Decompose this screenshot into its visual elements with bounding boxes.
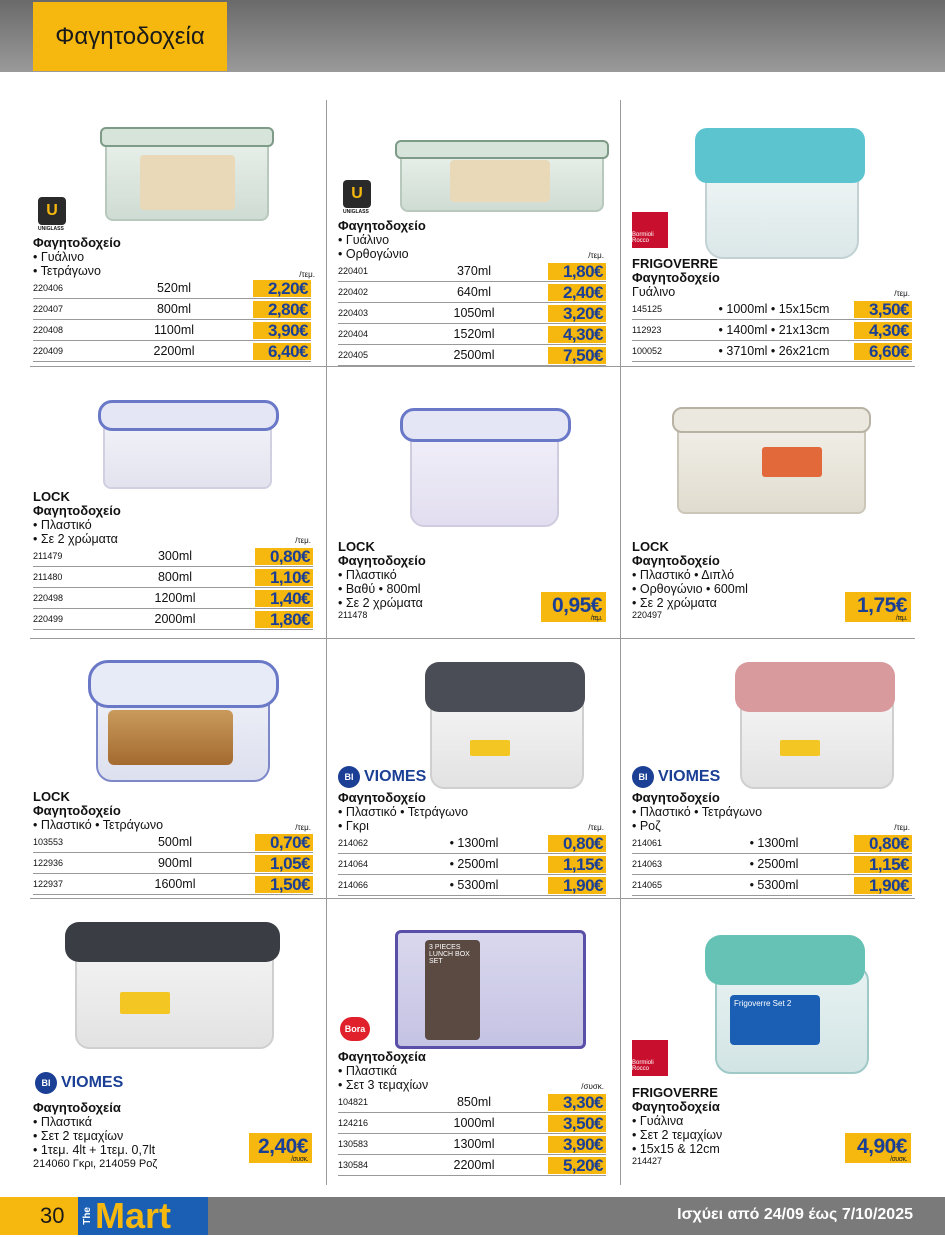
price-tag: 0,70€: [255, 834, 313, 851]
unit-label: /τεμ.: [295, 823, 311, 832]
price-tag: 0,95€ /τεμ.: [541, 592, 606, 622]
row-divider: [30, 366, 915, 367]
table-row: 214064 • 2500ml 1,15€: [338, 854, 606, 875]
product-name: Φαγητοδοχείο: [632, 553, 720, 568]
product-brand: LOCK: [33, 789, 70, 804]
product-feature: • Τετράγωνο: [33, 264, 101, 278]
table-row: 112923 • 1400ml • 21x13cm 4,30€: [632, 320, 912, 341]
product-feature: • Πλαστικά: [338, 1064, 397, 1078]
price-tag: 2,20€: [253, 280, 311, 297]
product-feature: • 15x15 & 12cm: [632, 1142, 720, 1156]
product-feature: • Γυάλινα: [632, 1114, 684, 1128]
price-tag: 0,80€: [854, 835, 912, 852]
table-row: 220498 1200ml 1,40€: [33, 588, 313, 609]
product-name: Φαγητοδοχείο: [338, 218, 426, 233]
table-row: 122937 1600ml 1,50€: [33, 874, 313, 895]
table-row: 104821 850ml 3,30€: [338, 1092, 606, 1113]
column-divider: [620, 100, 621, 1185]
price-tag: 1,90€: [854, 877, 912, 894]
product-image-glass-rect: [395, 138, 605, 208]
product-card: [33, 1101, 248, 1171]
product-card: [338, 1050, 606, 1176]
uniglass-logo-icon: U: [343, 180, 371, 208]
product-name: Φαγητοδοχείο: [338, 553, 426, 568]
price-tag: 2,80€: [253, 301, 311, 318]
product-card: [338, 219, 606, 366]
product-code: 211478: [338, 610, 368, 620]
price-tag: 4,30€: [548, 326, 606, 343]
price-tag: 2,40€: [548, 284, 606, 301]
unit-label: /συσκ.: [581, 1082, 604, 1091]
table-row: 220406 520ml 2,20€: [33, 278, 311, 299]
viomes-logo-icon: ΒΙ: [338, 766, 360, 788]
product-name: Φαγητοδοχεία: [33, 1100, 121, 1115]
product-image-lock-square-sandwich: [88, 660, 273, 780]
product-name: Φαγητοδοχείο: [33, 503, 121, 518]
unit-label: /τεμ.: [295, 536, 311, 545]
bormioli-logo: [632, 1040, 668, 1076]
table-row: 211480 800ml 1,10€: [33, 567, 313, 588]
table-row: 214063 • 2500ml 1,15€: [632, 854, 912, 875]
product-name: Φαγητοδοχείο: [33, 803, 121, 818]
product-name: Φαγητοδοχείο: [632, 270, 720, 285]
price-tag: 3,30€: [548, 1094, 606, 1111]
uniglass-logo-icon: U: [38, 197, 66, 225]
product-feature: • Γυάλινο: [33, 250, 85, 264]
product-feature: • Βαθύ • 800ml: [338, 582, 421, 596]
table-row: 220401 370ml 1,80€: [338, 261, 606, 282]
product-code: 214060 Γκρι, 214059 Ροζ: [33, 1158, 158, 1170]
table-row: 220405 2500ml 7,50€: [338, 345, 606, 366]
the-mart-logo: [78, 1197, 208, 1235]
product-image-viomes-set: [65, 922, 280, 1047]
price-table: [338, 261, 606, 366]
table-row: 220404 1520ml 4,30€: [338, 324, 606, 345]
bormioli-logo-icon: Bormioli Rocco: [632, 212, 668, 248]
price-tag: 1,90€: [548, 877, 606, 894]
unit-label: /συσκ.: [890, 1156, 907, 1163]
price-tag: 1,15€: [548, 856, 606, 873]
product-name: Φαγητοδοχεία: [632, 1099, 720, 1114]
product-feature: • Ορθογώνιο: [338, 247, 409, 261]
price-tag: 0,80€: [548, 835, 606, 852]
product-feature: • Σετ 2 τεμαχίων: [632, 1128, 723, 1142]
price-tag: 4,30€: [854, 322, 912, 339]
product-name: Φαγητοδοχείο: [632, 790, 720, 805]
product-image-viomes-grey-lid: [425, 662, 585, 787]
table-row: 103553 500ml 0,70€: [33, 832, 313, 853]
product-card: [33, 236, 317, 362]
price-tag: 3,90€: [253, 322, 311, 339]
logo-the-text: The: [82, 1207, 93, 1225]
product-feature: • Πλαστικό: [338, 568, 397, 582]
price-tag: 6,60€: [854, 343, 912, 360]
price-tag: 3,50€: [548, 1115, 606, 1132]
product-image-bora-set: [395, 930, 580, 1045]
viomes-logo: ΒΙ VIOMES: [35, 1072, 123, 1094]
table-row: 220408 1100ml 3,90€: [33, 320, 311, 341]
product-image-lock-container: [98, 395, 273, 485]
table-row: 130583 1300ml 3,90€: [338, 1134, 606, 1155]
unit-label: /τεμ.: [894, 823, 910, 832]
table-row: 211479 300ml 0,80€: [33, 546, 313, 567]
product-name: Φαγητοδοχείο: [33, 235, 121, 250]
table-row: 214062 • 1300ml 0,80€: [338, 833, 606, 854]
product-card: [33, 790, 313, 895]
uniglass-logo: U UNIGLASS: [343, 180, 371, 215]
product-name: Φαγητοδοχείο: [338, 790, 426, 805]
logo-mart-text: Mart: [95, 1195, 172, 1236]
price-tag: 1,80€: [255, 611, 313, 628]
product-feature: • Σε 2 χρώματα: [632, 596, 717, 610]
product-feature: • Ροζ: [632, 819, 661, 833]
product-card: [338, 540, 538, 620]
column-divider: [326, 100, 327, 1185]
price-tag: 1,10€: [255, 569, 313, 586]
viomes-logo: ΒΙ VIOMES: [338, 766, 426, 788]
price-tag: 2,40€ /συσκ.: [249, 1133, 312, 1163]
product-code: 214427: [632, 1156, 663, 1166]
price-table: [33, 278, 311, 362]
price-table: [33, 832, 313, 895]
price-tag: 7,50€: [548, 347, 606, 364]
price-tag: 1,50€: [255, 876, 313, 893]
row-divider: [30, 898, 915, 899]
product-brand: LOCK: [338, 539, 375, 554]
page-number: 30: [0, 1197, 78, 1235]
product-image-frigoverre-set: [700, 925, 875, 1075]
product-feature: • Γυάλινο: [338, 233, 390, 247]
unit-label: /τεμ.: [894, 289, 910, 298]
viomes-logo-icon: ΒΙ: [632, 766, 654, 788]
product-card: [632, 1086, 832, 1166]
product-image-glass-turquoise-lid: [695, 128, 865, 258]
table-row: 100052 • 3710ml • 26x21cm 6,60€: [632, 341, 912, 362]
bormioli-logo: [632, 212, 668, 248]
product-feature: • Σε 2 χρώματα: [33, 532, 118, 546]
price-table: [338, 1092, 606, 1176]
unit-label: /τεμ.: [588, 251, 604, 260]
product-feature: • Πλαστικό • Τετράγωνο: [632, 805, 763, 819]
product-card: [632, 540, 832, 620]
table-row: 130584 2200ml 5,20€: [338, 1155, 606, 1176]
product-name: Φαγητοδοχεία: [338, 1049, 426, 1064]
table-row: 145125 • 1000ml • 15x15cm 3,50€: [632, 299, 912, 320]
table-row: 220407 800ml 2,80€: [33, 299, 311, 320]
price-table: [632, 833, 912, 896]
product-feature: • Σετ 2 τεμαχίων: [33, 1129, 124, 1143]
product-feature: • Πλαστικά: [33, 1115, 92, 1129]
price-tag: 1,75€ /τεμ.: [845, 592, 911, 622]
product-brand: FRIGOVERRE: [632, 256, 718, 271]
product-feature: • Γκρι: [338, 819, 369, 833]
product-card: [33, 490, 313, 630]
product-card: [632, 791, 912, 896]
table-row: 214065 • 5300ml 1,90€: [632, 875, 912, 896]
viomes-logo: ΒΙ VIOMES: [632, 766, 720, 788]
product-feature: • Πλαστικό: [33, 518, 92, 532]
offer-validity: Ισχύει από 24/09 έως 7/10/2025: [677, 1206, 913, 1223]
unit-label: /συσκ.: [291, 1156, 308, 1163]
price-table: [338, 833, 606, 896]
product-image-glass-square: [100, 125, 270, 220]
unit-label: /τεμ.: [590, 615, 602, 622]
table-row: 214066 • 5300ml 1,90€: [338, 875, 606, 896]
viomes-logo-icon: ΒΙ: [35, 1072, 57, 1094]
price-tag: 1,40€: [255, 590, 313, 607]
bora-logo-icon: Bora: [340, 1017, 370, 1041]
product-brand: LOCK: [33, 489, 70, 504]
table-row: 220499 2000ml 1,80€: [33, 609, 313, 630]
price-tag: 3,50€: [854, 301, 912, 318]
product-code: 220497: [632, 610, 663, 620]
product-feature: • 1τεμ. 4lt + 1τεμ. 0,7lt: [33, 1143, 156, 1157]
package-label: Frigoverre Set 2: [730, 995, 820, 1045]
table-row: 220402 640ml 2,40€: [338, 282, 606, 303]
table-row: 214061 • 1300ml 0,80€: [632, 833, 912, 854]
table-row: 220409 2200ml 6,40€: [33, 341, 311, 362]
price-tag: 4,90€ /συσκ.: [845, 1133, 911, 1163]
product-feature: • Πλαστικό • Τετράγωνο: [338, 805, 469, 819]
unit-label: /τεμ.: [299, 270, 315, 279]
price-tag: 1,15€: [854, 856, 912, 873]
price-tag: 3,20€: [548, 305, 606, 322]
unit-label: /τεμ.: [588, 823, 604, 832]
product-brand: LOCK: [632, 539, 669, 554]
product-feature: • Ορθογώνιο • 600ml: [632, 582, 748, 596]
product-image-viomes-pink-lid: [735, 662, 895, 787]
product-feature: • Σετ 3 τεμαχίων: [338, 1078, 429, 1092]
product-card: [338, 791, 606, 896]
bormioli-logo-icon: Bormioli Rocco: [632, 1040, 668, 1076]
price-table: [632, 299, 912, 362]
row-divider: [30, 638, 915, 639]
page-title: Φαγητοδοχεία: [33, 2, 227, 71]
price-table: [33, 546, 313, 630]
price-tag: 6,40€: [253, 343, 311, 360]
product-feature: • Πλαστικό • Τετράγωνο: [33, 818, 164, 832]
price-tag: 5,20€: [548, 1157, 606, 1174]
package-label: 3 PIECES LUNCH BOX SET: [425, 940, 480, 1040]
price-tag: 1,05€: [255, 855, 313, 872]
product-brand: FRIGOVERRE: [632, 1085, 718, 1100]
bora-logo: [340, 1017, 370, 1041]
product-card: [632, 257, 912, 362]
table-row: 122936 900ml 1,05€: [33, 853, 313, 874]
price-tag: 1,80€: [548, 263, 606, 280]
unit-label: /τεμ.: [895, 615, 907, 622]
price-tag: 0,80€: [255, 548, 313, 565]
table-row: 220403 1050ml 3,20€: [338, 303, 606, 324]
product-feature: • Πλαστικό • Διπλό: [632, 568, 735, 582]
product-feature: Γυάλινο: [632, 285, 676, 299]
uniglass-logo: U UNIGLASS: [38, 197, 66, 232]
product-image-lock-deep: [400, 405, 565, 525]
product-feature: • Σε 2 χρώματα: [338, 596, 423, 610]
price-tag: 3,90€: [548, 1136, 606, 1153]
product-image-lock-double: [672, 402, 867, 512]
table-row: 124216 1000ml 3,50€: [338, 1113, 606, 1134]
